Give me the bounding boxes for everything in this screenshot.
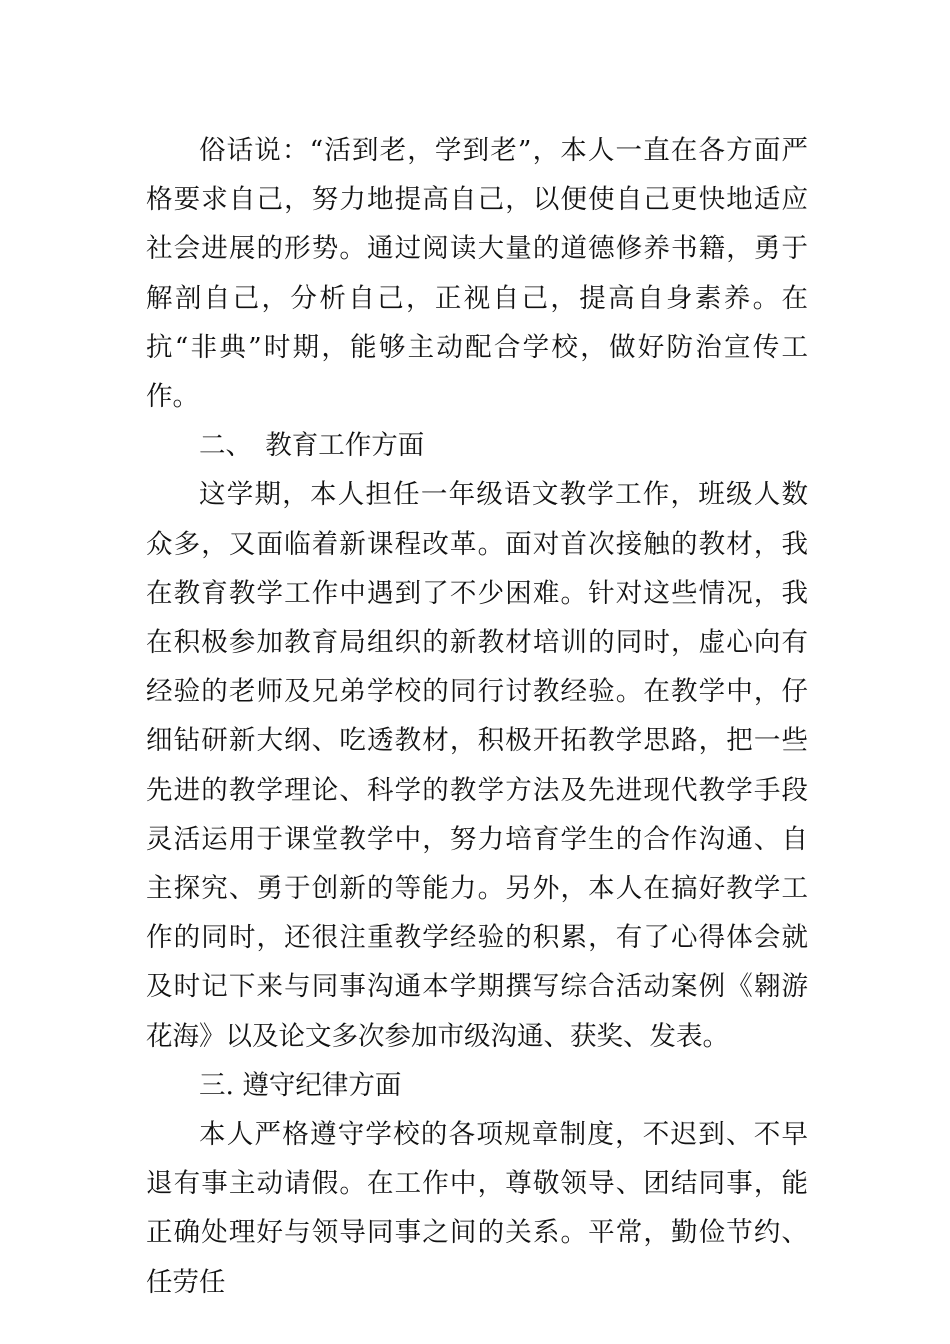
section-heading-discipline: 三. 遵守纪律方面 (199, 1069, 402, 1101)
section-heading-education: 二、 教育工作方面 (199, 430, 425, 462)
paragraph-self-improvement: 俗话说：“活到老，学到老”，本人一直在各方面严格要求自己，努力地提高自己，以便使自己更快地适应社会进展的形势。通过阅读大量的道德修养书籍，勇于解剖自己，分析自己，正视自己，提高自身素养。在抗“非典”时期，能够主动配合学校，做好防治宣传工作。 (146, 135, 808, 413)
document-body (146, 126, 808, 1307)
paragraph-discipline: 本人严格遵守学校的各项规章制度，不迟到、不早退有事主动请假。在工作中，尊敬领导、团结同事，能正确处理好与领导同事之间的关系。平常，勤俭节约、任劳任 (146, 1119, 808, 1298)
paragraph-education-work: 这学期，本人担任一年级语文教学工作，班级人数众多，又面临着新课程改革。面对首次接触的教材，我在教育教学工作中遇到了不少困难。针对这些情况，我在积极参加教育局组织的新教材培训的同时，虚心向有经验的老师及兄弟学校的同行讨教经验。在教学中，仔细钻研新大纲、吃透教材，积极开拓教学思路，把一些先进的教学理论、科学的教学方法及先进现代教学手段灵活运用于课堂教学中，努力培育学生的合作沟通、自主探究、勇于创新的等能力。另外，本人在搞好教学工作的同时，还很注重教学经验的积累，有了心得体会就及时记下来与同事沟通本学期撰写综合活动案例《翱游花海》以及论文多次参加市级沟通、获奖、发表。 (146, 479, 808, 1052)
